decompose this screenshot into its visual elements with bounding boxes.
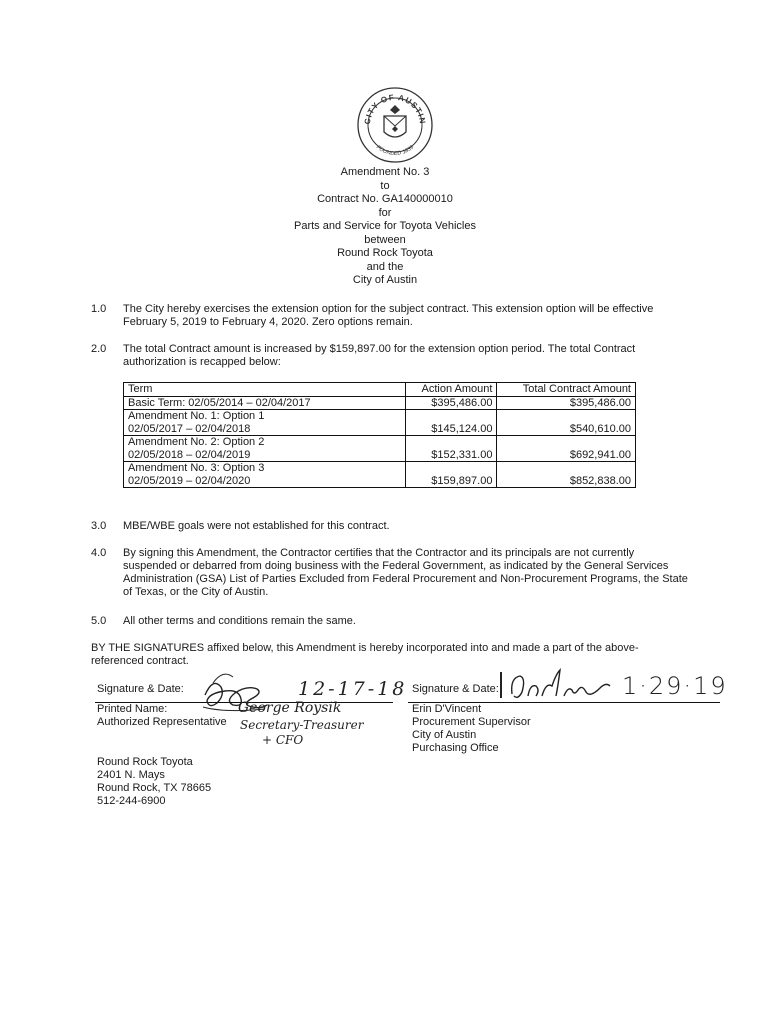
- term-cell: [124, 436, 406, 462]
- signature-box-mark: [500, 672, 502, 698]
- signature-intro: BY THE SIGNATURES affixed below, this Amendment is hereby incorporated into and made a part of the above-referenced contract.: [91, 642, 639, 667]
- section-2-text: The total Contract amount is increased by $159,897.00 for the extension option period. The total Contract authorization is recapped below:: [123, 343, 636, 368]
- svg-text:FOUNDED 1839: [375, 145, 415, 158]
- total-amount-cell: $540,610.00: [497, 410, 636, 436]
- title-line-between: between: [364, 233, 406, 246]
- right-signature-label: Signature & Date:: [412, 683, 499, 695]
- section-5-number: 5.0: [91, 615, 107, 627]
- section-5-text: All other terms and conditions remain the same.: [123, 615, 356, 627]
- header-total-amount: Total Contract Amount: [497, 383, 636, 397]
- table-row: [124, 436, 636, 462]
- term-cell: [124, 396, 406, 410]
- contractor-name: Round Rock Toyota: [97, 756, 193, 768]
- table-row: [124, 462, 636, 488]
- term-line: Amendment No. 2: Option 2: [128, 436, 265, 448]
- city-signer-name: Erin D'Vincent: [412, 703, 482, 715]
- contractor-title-handwritten: Secretary-Treasurer: [240, 718, 364, 732]
- city-signature: [506, 668, 616, 704]
- action-amount-cell: $145,124.00: [405, 410, 497, 436]
- term-dates: 02/05/2019 – 02/04/2020: [128, 474, 251, 487]
- term-line: Amendment No. 3: Option 3: [128, 462, 265, 474]
- city-of-austin-seal: [356, 86, 434, 164]
- city-signer-org: City of Austin: [412, 729, 477, 741]
- title-block: [0, 166, 770, 288]
- contractor-printed-name: George Roysik: [238, 700, 342, 716]
- term-line: Amendment No. 1: Option 1: [128, 410, 265, 422]
- action-amount-cell: $159,897.00: [405, 462, 497, 488]
- section-1-number: 1.0: [91, 303, 107, 315]
- title-line-vendor: Round Rock Toyota: [337, 247, 433, 259]
- term-cell: [124, 462, 406, 488]
- term-line: Basic Term: 02/05/2014 – 02/04/2017: [128, 396, 311, 409]
- title-line-contract: Contract No. GA140000010: [317, 193, 453, 205]
- action-amount-cell: $395,486.00: [405, 396, 497, 410]
- title-line-amendment: Amendment No. 3: [340, 166, 430, 178]
- table-header-row: [124, 383, 636, 397]
- section-1-text: The City hereby exercises the extension option for the subject contract. This extension option will be effective February 5, 2019 to February 4, 2020. Zero options remain.: [123, 303, 654, 328]
- title-line-to: to: [380, 179, 390, 192]
- city-signer-dept: Purchasing Office: [412, 742, 499, 754]
- contractor-signature-date: 12-17-18: [298, 678, 408, 700]
- section-2-number: 2.0: [91, 343, 107, 355]
- left-printed-name-label: Printed Name:: [97, 703, 168, 715]
- section-4-number: 4.0: [91, 547, 107, 559]
- total-amount-cell: $852,838.00: [497, 462, 636, 488]
- table-row: [124, 396, 636, 410]
- contractor-street: 2401 N. Mays: [97, 769, 165, 781]
- section-3-text: MBE/WBE goals were not established for this contract.: [123, 520, 390, 532]
- seal-text: CITY OF AUSTIN: [362, 92, 428, 125]
- section-3-number: 3.0: [91, 520, 107, 532]
- header-term: Term: [124, 383, 406, 397]
- table-row: [124, 410, 636, 436]
- contract-recap-table: [123, 382, 636, 488]
- title-line-for: for: [378, 206, 392, 219]
- left-signature-label: Signature & Date:: [97, 683, 184, 695]
- title-line-subject: Parts and Service for Toyota Vehicles: [293, 220, 476, 232]
- term-dates: 02/05/2018 – 02/04/2019: [128, 448, 251, 461]
- left-title-label: Authorized Representative: [97, 716, 227, 728]
- contractor-phone: 512-244-6900: [97, 795, 166, 807]
- contractor-city: Round Rock, TX 78665: [97, 782, 212, 794]
- title-line-city: City of Austin: [352, 274, 418, 286]
- title-line-and-the: and the: [366, 260, 404, 273]
- contractor-title-handwritten-2: + CFO: [262, 733, 304, 747]
- section-4-text: By signing this Amendment, the Contractor certifies that the Contractor and its principals are not currently suspended or debarred from doing business with the Federal Government, as indicated by the General Services Administration (GSA) List of Parties Excluded from Federal Procurement and Non-Procurement Programs, the State of Texas, or the City of Austin.: [123, 547, 688, 598]
- total-amount-cell: $395,486.00: [497, 396, 636, 410]
- term-dates: 02/05/2017 – 02/04/2018: [128, 422, 251, 435]
- city-signature-date: 1·29·19: [622, 672, 728, 700]
- header-action-amount: Action Amount: [405, 383, 497, 397]
- seal-founded: FOUNDED 1839: [375, 144, 415, 158]
- total-amount-cell: $692,941.00: [497, 436, 636, 462]
- action-amount-cell: $152,331.00: [405, 436, 497, 462]
- term-cell: [124, 410, 406, 436]
- city-signer-title: Procurement Supervisor: [412, 716, 531, 728]
